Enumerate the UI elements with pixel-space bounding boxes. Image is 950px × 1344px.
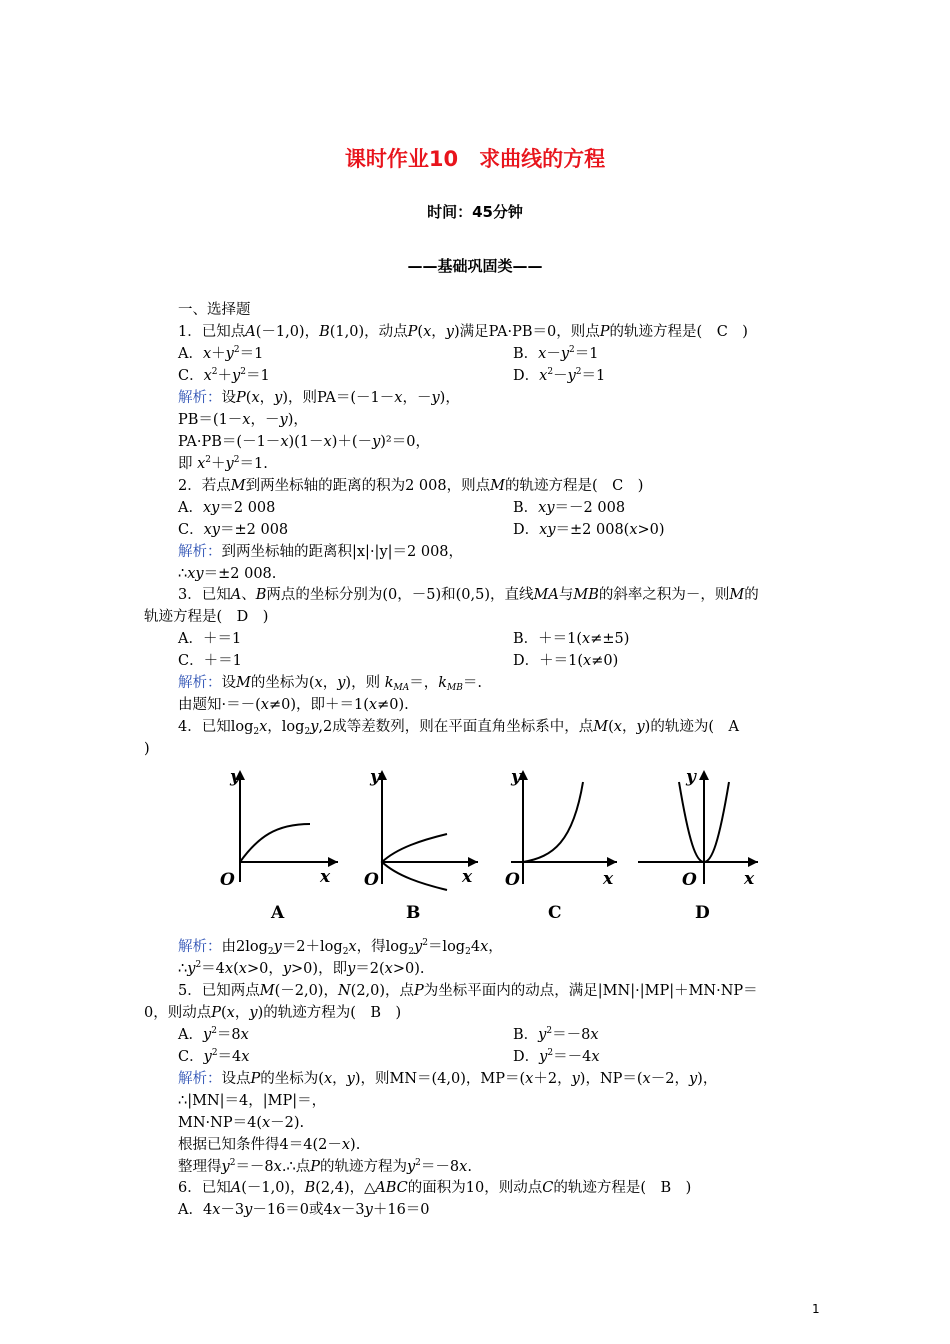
svg-text:x: x: [744, 869, 755, 889]
q2-stem: 2．若点M到两坐标轴的距离的积为2 008，则点M的轨迹方程是( C ): [178, 478, 644, 494]
q3-option-b: B．＋＝1(x≠±5): [513, 631, 630, 647]
q5-option-b: B．$y^2=-8x$: [513, 1026, 599, 1043]
q3-stem-2: 轨迹方程是( D ): [144, 609, 269, 625]
svg-text:O: O: [682, 870, 697, 890]
q3-option-d: D．＋＝1(x≠0): [513, 653, 619, 669]
graph-d: [634, 762, 764, 892]
graph-b: [352, 762, 482, 892]
q5-analysis-3: MN·NP＝4(x－2).: [178, 1115, 305, 1131]
svg-text:O: O: [364, 870, 379, 890]
q2-option-d: D．xy＝±2 008(x>0): [513, 522, 665, 538]
page-title: 课时作业10 求曲线的方程: [344, 147, 606, 171]
q1-analysis-4: 即 $x^2+y^2=1$.: [178, 455, 268, 472]
q2-option-c: C．xy＝±2 008: [178, 522, 289, 538]
q3-option-c: C．＋＝1: [178, 653, 242, 669]
graph-label-b: B: [406, 903, 421, 923]
q5-stem-1: 5．已知两点M(－2,0)，N(2,0)，点P为坐标平面内的动点，满足|MN|·|MP|＋MN·NP＝: [178, 983, 758, 999]
svg-text:x: x: [320, 867, 331, 887]
q5-option-c: C．$y^2=4x$: [178, 1048, 250, 1065]
q5-option-d: D．$y^2=-4x$: [513, 1048, 600, 1065]
q1-option-c: C．$x^2+y^2=1$: [178, 367, 270, 384]
q5-option-a: A．$y^2=8x$: [178, 1026, 249, 1043]
graph-a: [210, 762, 340, 892]
section-heading: ——基础巩固类——: [407, 257, 543, 275]
svg-text:y: y: [230, 767, 240, 787]
graph-c: [493, 762, 623, 892]
part-heading: 一、选择题: [178, 302, 251, 318]
q5-stem-2: 0，则动点P(x，y)的轨迹方程为( B ): [144, 1005, 402, 1021]
q2-analysis-1: 解析：到两坐标轴的距离积|x|·|y|＝2 008，: [178, 544, 464, 560]
svg-text:x: x: [603, 869, 614, 889]
q1-stem: 1．已知点A(－1,0)，B(1,0)，动点P(x，y)满足PA·PB＝0，则点P的轨迹方程是( C ): [178, 324, 748, 340]
q5-analysis-5: 整理得$y^2=-8x.\therefore$点P的轨迹方程为$y^2=-8x$.: [178, 1158, 472, 1175]
analysis-label: 解析：: [178, 390, 222, 406]
svg-text:x: x: [462, 867, 473, 887]
page-number: 1: [812, 1302, 820, 1316]
q1-option-d: D．$x^2-y^2=1$: [513, 367, 606, 384]
q6-option-a: A．4x－3y－16＝0或4x－3y＋16＝0: [178, 1202, 430, 1218]
time-limit: 时间：45分钟: [427, 203, 523, 221]
q2-analysis-2: ∴xy＝±2 008.: [178, 566, 277, 582]
q5-analysis-1: 解析：设点P的坐标为(x，y)，则MN＝(4,0)，MP＝(x＋2，y)，NP＝(x－2，y)，: [178, 1071, 718, 1087]
q3-option-a: A．＋＝1: [178, 631, 242, 647]
q3-analysis-1: 解析：设M的坐标为(x，y)，则 $k_{MA}=$，$k_{MB}=$.: [178, 675, 482, 693]
graph-label-c: C: [548, 903, 562, 923]
q3-stem-1: 3．已知A、B两点的坐标分别为(0，－5)和(0,5)，直线MA与MB的斜率之积为－，则M的: [178, 587, 759, 603]
graph-label-d: D: [695, 903, 710, 923]
q1-analysis-3: PA·PB＝(－1－x)(1－x)＋(－y)²＝0，: [178, 434, 430, 450]
svg-text:O: O: [505, 870, 520, 890]
q4-analysis-2: $\therefore y^2=4x(x>0$，y>0)，即y＝2(x>0).: [178, 960, 425, 977]
q4-stem-2: ): [144, 741, 150, 757]
svg-text:y: y: [686, 767, 696, 787]
q1-analysis-1: 解析：设P(x，y)，则PA＝(－1－x，－y)，: [178, 390, 460, 406]
q2-option-a: A．xy＝2 008: [178, 500, 276, 516]
graph-label-a: A: [271, 903, 285, 923]
q5-analysis-4: 根据已知条件得4＝4(2－x).: [178, 1137, 361, 1153]
svg-text:O: O: [220, 870, 235, 890]
q1-option-a: A．$x+y^2=1$: [178, 345, 264, 362]
q3-analysis-2: 由题知·＝－(x≠0)，即＋＝1(x≠0).: [178, 697, 409, 713]
svg-text:y: y: [370, 767, 380, 787]
q4-analysis-1: 解析：由$2\log_2y=2+\log_2x$，得$\log_2y^2=\log_24x$，: [178, 938, 503, 957]
q5-analysis-2: ∴|MN|＝4，|MP|＝，: [178, 1093, 327, 1109]
q1-analysis-2: PB＝(1－x，－y)，: [178, 412, 308, 428]
q6-stem: 6．已知A(－1,0)，B(2,4)，△ABC的面积为10，则动点C的轨迹方程是( B ): [178, 1180, 692, 1196]
q2-option-b: B．xy＝－2 008: [513, 500, 626, 516]
q1-option-b: B．$x-y^2=1$: [513, 345, 599, 362]
q4-stem-1: 4．已知$\log_2x$，$\log_2y,2$成等差数列，则在平面直角坐标系中，点M(x，y)的轨迹为( A: [178, 719, 739, 737]
svg-text:y: y: [511, 767, 521, 787]
